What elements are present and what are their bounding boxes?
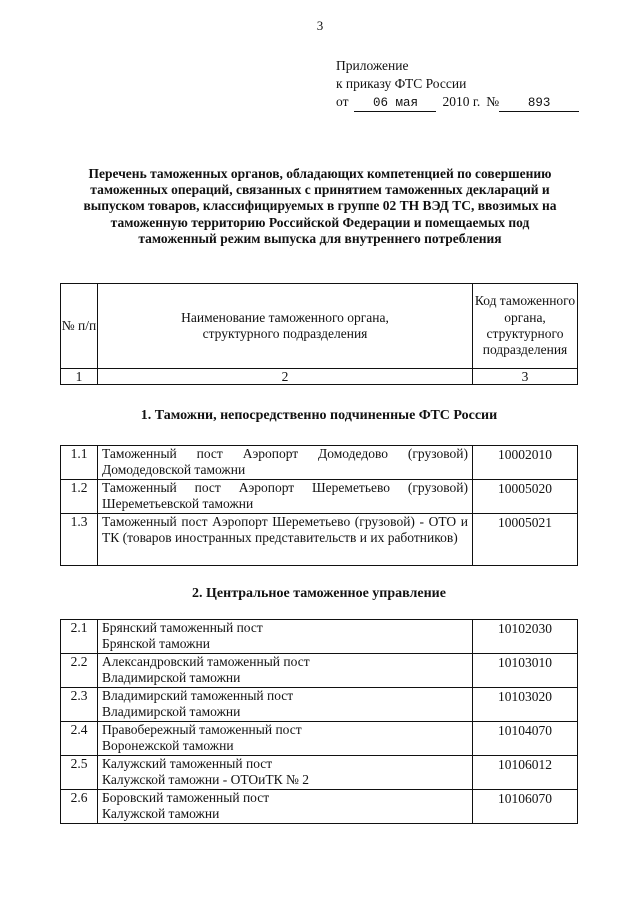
- page-number: 3: [316, 18, 324, 33]
- section-table: [60, 445, 578, 566]
- table-row: [61, 480, 578, 514]
- row-code: 10106012: [473, 756, 578, 790]
- table-row: [61, 790, 578, 824]
- header-index-3: 3: [473, 369, 578, 385]
- table-row: [61, 620, 578, 654]
- row-code: 10104070: [473, 722, 578, 756]
- row-code: 10106070: [473, 790, 578, 824]
- row-name: Таможенный пост Аэропорт Шереметьево (грузовой) - ОТО и ТК (товаров иностранных представительств и их работников): [98, 514, 473, 566]
- header-name: Наименование таможенного органа, структурного подразделения: [98, 284, 473, 369]
- section-title: 1. Таможни, непосредственно подчиненные ФТС России: [140, 408, 498, 423]
- row-name: Владимирский таможенный пост Владимирской таможни: [98, 688, 473, 722]
- section-table: [60, 619, 578, 824]
- row-number: 2.4: [61, 722, 98, 756]
- row-number: 2.3: [61, 688, 98, 722]
- row-code: 10103020: [473, 688, 578, 722]
- row-name: Боровский таможенный пост Калужской таможни: [98, 790, 473, 824]
- row-name: Таможенный пост Аэропорт Домодедово (грузовой) Домодедовской таможни: [98, 446, 473, 480]
- order-year: 2010 г.: [442, 94, 481, 109]
- order-number: 893: [499, 96, 579, 112]
- table-row: [61, 756, 578, 790]
- from-label: от: [336, 94, 349, 109]
- row-name: Таможенный пост Аэропорт Шереметьево (грузовой) Шереметьевской таможни: [98, 480, 473, 514]
- row-code: 10005020: [473, 480, 578, 514]
- row-number: 2.5: [61, 756, 98, 790]
- number-label: №: [486, 94, 500, 109]
- order-day: 06 мая: [354, 96, 436, 112]
- row-code: 10005021: [473, 514, 578, 566]
- header-index-1: 1: [61, 369, 98, 385]
- row-name: Брянский таможенный пост Брянской таможни: [98, 620, 473, 654]
- appendix-block: [336, 57, 579, 112]
- row-name: Правобережный таможенный пост Воронежской таможни: [98, 722, 473, 756]
- row-number: 2.2: [61, 654, 98, 688]
- table-row: [61, 654, 578, 688]
- row-number: 2.1: [61, 620, 98, 654]
- appendix-order-ref: к приказу ФТС России: [336, 76, 467, 91]
- appendix-date-line: [336, 93, 579, 112]
- row-code: 10002010: [473, 446, 578, 480]
- row-name: Александровский таможенный пост Владимирской таможни: [98, 654, 473, 688]
- row-number: 2.6: [61, 790, 98, 824]
- header-number: № п/п: [61, 284, 98, 369]
- row-number: 1.2: [61, 480, 98, 514]
- document-title: Перечень таможенных органов, обладающих компетенцией по совершению таможенных операций, связанных с принятием таможенных деклараций и выпуском товаров, классифицируемых в группе 02 ТН ВЭД ТС, ввозимых на таможенную территорию Российской Федерации и помещаемых под таможенный режим выпуска для внутреннего потребления: [83, 166, 557, 246]
- table-row: [61, 722, 578, 756]
- table-row: [61, 514, 578, 566]
- table-row: [61, 446, 578, 480]
- header-index-2: 2: [98, 369, 473, 385]
- row-number: 1.1: [61, 446, 98, 480]
- appendix-title: Приложение: [336, 58, 409, 73]
- header-table: [60, 283, 578, 385]
- row-code: 10103010: [473, 654, 578, 688]
- header-code: Код таможенного органа, структурного подразделения: [473, 284, 578, 369]
- row-code: 10102030: [473, 620, 578, 654]
- section-title: 2. Центральное таможенное управление: [192, 586, 446, 601]
- row-number: 1.3: [61, 514, 98, 566]
- table-row: [61, 688, 578, 722]
- row-name: Калужский таможенный пост Калужской таможни - ОТОиТК № 2: [98, 756, 473, 790]
